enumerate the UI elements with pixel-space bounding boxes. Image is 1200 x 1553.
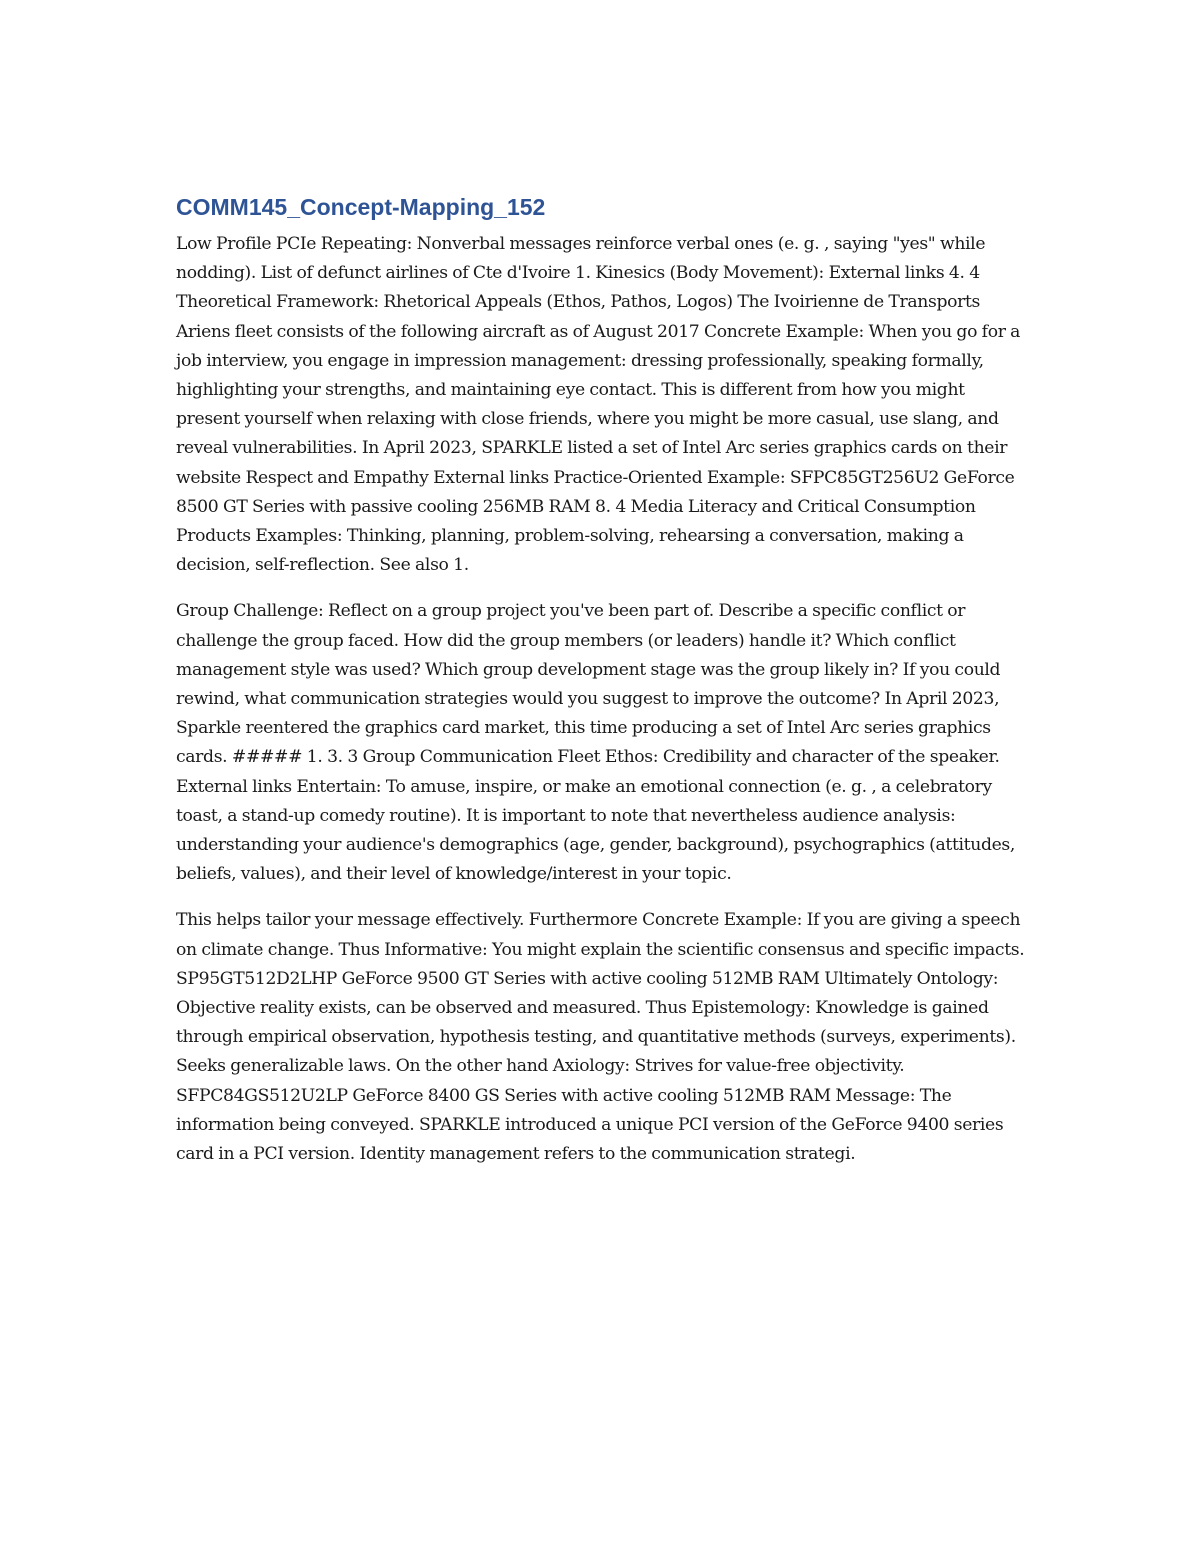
paragraph-3: This helps tailor your message effectively. Furthermore Concrete Example: If you are giving a speech on climate change. Thus Informative: You might explain the scientific consensus and specific impacts. SP95GT512D2LHP GeForce 9500 GT Series with active cooling 512MB RAM Ultimately Ontology: Objective reality exists, can be observed and measured. Thus Epistemology: Knowledge is gained through empirical observation, hypothesis testing, and quantitative methods (surveys, experiments). Seeks generalizable laws. On the other hand Axiology: Strives for value-free objectivity. SFPC84GS512U2LP GeForce 8400 GS Series with active cooling 512MB RAM Message: The information being conveyed. SPARKLE introduced a unique PCI version of the GeForce 9400 series card in a PCI version. Identity management refers to the communication strategi. xyxy=(176,910,1025,1165)
document-title: COMM145_Concept-Mapping_152 xyxy=(176,194,546,220)
document-body xyxy=(176,190,1026,1186)
paragraph-2: Group Challenge: Reflect on a group project you've been part of. Describe a specific conflict or challenge the group faced. How did the group members (or leaders) handle it? Which conflict management style was used? Which group development stage was the group likely in? If you could rewind, what communication strategies would you suggest to improve the outcome? In April 2023, Sparkle reentered the graphics card market, this time producing a set of Intel Arc series graphics cards. ##### 1. 3. 3 Group Communication Fleet Ethos: Credibility and character of the speaker. External links Entertain: To amuse, inspire, or make an emotional connection (e. g. , a celebratory toast, a stand-up comedy routine). It is important to note that nevertheless audience analysis: understanding your audience's demographics (age, gender, background), psychographics (attitudes, beliefs, values), and their level of knowledge/interest in your topic. xyxy=(176,601,1016,885)
paragraph-1: Low Profile PCIe Repeating: Nonverbal messages reinforce verbal ones (e. g. , saying "yes" while nodding). List of defunct airlines of Cte d'Ivoire 1. Kinesics (Body Movement): External links 4. 4 Theoretical Framework: Rhetorical Appeals (Ethos, Pathos, Logos) The Ivoirienne de Transports Ariens fleet consists of the following aircraft as of August 2017 Concrete Example: When you go for a job interview, you engage in impression management: dressing professionally, speaking formally, highlighting your strengths, and maintaining eye contact. This is different from how you might present yourself when relaxing with close friends, where you might be more casual, use slang, and reveal vulnerabilities. In April 2023, SPARKLE listed a set of Intel Arc series graphics cards on their website Respect and Empathy External links Practice-Oriented Example: SFPC85GT256U2 GeForce 8500 GT Series with passive cooling 256MB RAM 8. 4 Media Literacy and Critical Consumption Products Examples: Thinking, planning, problem-solving, rehearsing a conversation, making a decision, self-reflection. See also 1. xyxy=(176,234,1021,576)
